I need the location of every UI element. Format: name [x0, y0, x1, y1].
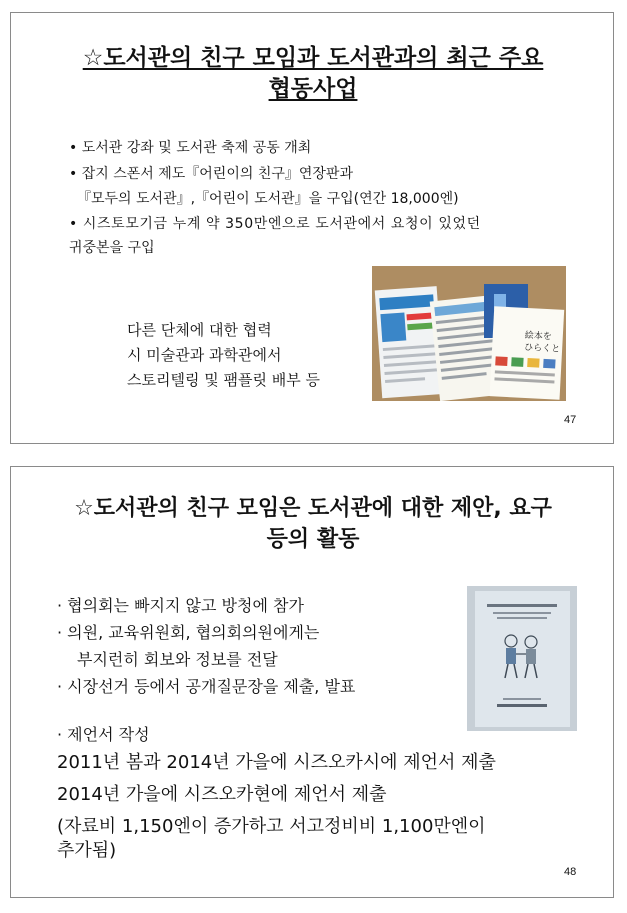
bullet-item: • 도서관 강좌 및 도서관 축제 공동 개최 — [69, 140, 312, 156]
slide-title-line2: 협동사업 — [268, 76, 358, 102]
bullet-item: • 잡지 스폰서 제도『어린이의 친구』연장판과 — [69, 166, 353, 182]
pamphlets-photo — [372, 266, 566, 401]
photo-text: 絵本を — [524, 330, 553, 343]
slide-48 — [10, 466, 614, 898]
large-text-line: (자료비 1,150엔이 증가하고 서고정비비 1,100만엔이 — [57, 816, 486, 837]
bullet-item: · 협의회는 빠지지 않고 방청에 참가 — [57, 596, 304, 615]
bullet-item-continuation: 부지런히 회보와 정보를 전달 — [77, 650, 278, 669]
slide-title-line1: ☆도서관의 친구 모임은 도서관에 대한 제안, 요구 — [74, 496, 552, 521]
bullet-item: · 시장선거 등에서 공개질문장을 제출, 발표 — [57, 677, 356, 696]
note-line: 시 미술관과 과학관에서 — [127, 346, 282, 364]
svg-text:ひらくと: ひらくと — [523, 342, 561, 355]
slide-title-line2: 등의 활동 — [266, 527, 360, 552]
bullet-item: · 의원, 교육위원회, 협의회의원에게는 — [57, 623, 320, 642]
pamphlets-photo-drawing — [372, 266, 566, 401]
note-line: 다른 단체에 대한 협력 — [127, 321, 272, 339]
page-number: 48 — [564, 866, 577, 878]
section-heading: · 제언서 작성 — [57, 725, 150, 744]
bullet-item: • 시즈토모기금 누계 약 350만엔으로 도서관에서 요청이 있었던 — [69, 216, 481, 232]
bullet-item-continuation: 『모두의 도서관』,『어린이 도서관』을 구입(연간 18,000엔) — [77, 191, 459, 207]
page-number: 47 — [564, 414, 577, 426]
large-text-line: 2014년 가을에 시즈오카현에 제언서 제출 — [57, 784, 387, 805]
proposal-document-drawing — [467, 586, 577, 731]
bullet-item-continuation: 귀중본을 구입 — [69, 240, 155, 256]
large-text-line: 추가됨) — [57, 840, 117, 861]
large-text-line: 2011년 봄과 2014년 가을에 시즈오카시에 제언서 제출 — [57, 752, 496, 773]
slide-title-line1: ☆도서관의 친구 모임과 도서관과의 최근 주요 — [82, 45, 544, 71]
slide-47 — [10, 12, 614, 444]
proposal-document-photo — [467, 586, 577, 731]
note-line: 스토리텔링 및 팸플릿 배부 등 — [127, 371, 320, 389]
